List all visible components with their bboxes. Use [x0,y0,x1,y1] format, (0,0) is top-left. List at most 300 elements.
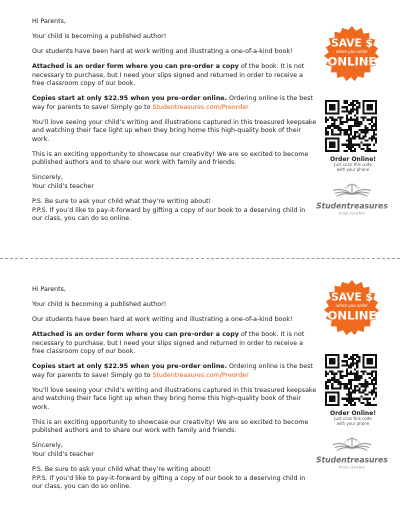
qr-module [327,125,329,127]
qr-module [369,391,371,393]
qr-module [367,383,369,385]
qr-module [325,358,327,360]
qr-module [373,387,375,389]
qr-module [375,391,377,393]
paragraph-1: Our students have been hard at work writing and illustrating a one-of-a-kind book! [32,47,293,55]
qr-module [362,102,364,104]
qr-module [346,369,348,371]
qr-module [327,100,329,102]
badge-online-text: ONLINE [327,54,377,69]
qr-module [325,383,327,385]
qr-module [375,356,377,358]
qr-module [367,400,369,402]
qr-module [346,129,348,131]
qr-module [337,129,339,131]
qr-module [333,142,335,144]
qr-module [367,148,369,150]
qr-module [342,375,344,377]
qr-module [329,400,331,402]
preorder-link[interactable]: Studentreasures.com/Preorder [152,103,249,111]
qr-module [337,142,339,144]
qr-module [331,125,333,127]
save-online-badge-icon [323,279,381,337]
qr-module [325,110,327,112]
qr-module [350,108,352,110]
qr-module [367,402,369,404]
qr-module [365,127,367,129]
qr-module [367,108,369,110]
qr-module [362,354,364,356]
qr-module [367,140,369,142]
qr-module [342,377,344,379]
qr-module [346,117,348,119]
qr-module [331,400,333,402]
qr-module [344,398,346,400]
qr-module [375,117,377,119]
qr-module [350,137,352,139]
qr-module [331,371,333,373]
qr-module [356,373,358,375]
qr-module [337,364,339,366]
qr-module [350,366,352,368]
qr-module [348,394,350,396]
qr-module [356,375,358,377]
badge-when-text: when you order [336,49,368,55]
qr-module [365,117,367,119]
paragraph-5: This is an exciting opportunity to showcase our creativity! We are so excited to become published authors and to share our work with family and friends. [32,150,309,167]
studentreasures-logo-icon [316,181,388,223]
qr-module [373,379,375,381]
qr-module [375,377,377,379]
qr-module [329,398,331,400]
qr-module [362,383,364,385]
qr-module [346,404,348,406]
qr-module [350,117,352,119]
qr-module [375,142,377,144]
qr-module [344,100,346,102]
qr-module [337,112,339,114]
qr-module [335,373,337,375]
qr-module [346,115,348,117]
qr-module [333,375,335,377]
qr-module [371,354,373,356]
qr-module [337,371,339,373]
qr-module [329,144,331,146]
qr-module [325,385,327,387]
qr-module [358,104,360,106]
qr-module [373,398,375,400]
qr-module [325,400,327,402]
qr-module [352,150,354,152]
order-online-subtitle: Just scan this code with your phone [334,416,372,426]
qr-module [373,137,375,139]
qr-module [348,373,350,375]
letter-top [0,0,400,250]
qr-module [350,404,352,406]
qr-module [360,123,362,125]
qr-module [354,375,356,377]
qr-module [342,117,344,119]
qr-module [352,391,354,393]
qr-module [340,387,342,389]
qr-module [354,354,356,356]
qr-module [325,373,327,375]
qr-module [331,100,333,102]
qr-module [365,133,367,135]
qr-module [375,102,377,104]
qr-module [375,396,377,398]
qr-module [331,144,333,146]
qr-module [356,366,358,368]
qr-module [331,404,333,406]
qr-module [373,404,375,406]
qr-module [375,354,377,356]
qr-module [362,373,364,375]
qr-module [335,125,337,127]
qr-module [373,389,375,391]
qr-module [337,396,339,398]
qr-code-icon[interactable] [325,354,377,406]
qr-module [362,131,364,133]
qr-module [350,373,352,375]
qr-module [356,360,358,362]
qr-module [369,402,371,404]
qr-module [329,150,331,152]
qr-module [362,389,364,391]
logo-wordmark: Studentreasures [316,201,388,211]
qr-module [329,104,331,106]
qr-module [375,106,377,108]
qr-module [352,119,354,121]
qr-module [365,389,367,391]
logo-book-pages [333,438,371,450]
qr-module [337,137,339,139]
qr-module [337,383,339,385]
qr-module [340,133,342,135]
qr-module [337,387,339,389]
qr-module [365,381,367,383]
qr-module [369,377,371,379]
qr-module [350,400,352,402]
paragraph-3: Copies start at only $22.95 when you pre-order online. Ordering online is the best way for parents to save! Simply go to Studentreasures.com/Preorder [32,95,313,111]
qr-module [344,133,346,135]
qr-module [362,110,364,112]
qr-module [375,387,377,389]
qr-module [367,366,369,368]
qr-module [337,108,339,110]
qr-module [375,379,377,381]
qr-module [348,112,350,114]
qr-module [327,404,329,406]
greeting: Hi Parents, [32,286,66,293]
qr-module [331,383,333,385]
qr-module [348,146,350,148]
qr-module [329,142,331,144]
qr-module [373,133,375,135]
qr-module [337,148,339,150]
qr-module [331,366,333,368]
qr-module [325,354,327,356]
qr-module [346,150,348,152]
qr-module [348,402,350,404]
qr-module [369,144,371,146]
qr-module [350,371,352,373]
qr-module [340,117,342,119]
qr-module [362,106,364,108]
qr-module [354,125,356,127]
qr-module [352,125,354,127]
qr-module [333,358,335,360]
qr-module [342,364,344,366]
qr-module [367,150,369,152]
qr-module [371,140,373,142]
qr-module [369,398,371,400]
qr-module [340,131,342,133]
qr-module [327,119,329,121]
qr-module [354,150,356,152]
qr-module [337,362,339,364]
qr-module [327,112,329,114]
letter-body [32,18,317,230]
qr-module [331,146,333,148]
paragraph-3: Copies start at only $22.95 when you pre-order online. Ordering online is the best way for parents to save! Simply go to Studentreasures.com/Preorder [32,363,313,379]
qr-module [340,119,342,121]
qr-module [327,379,329,381]
qr-module [356,100,358,102]
qr-module [356,379,358,381]
studentreasures-logo-icon [316,435,388,477]
badge-when-text: when you order [336,303,368,309]
letter-body [32,286,317,498]
qr-module [329,106,331,108]
qr-module [371,362,373,364]
qr-module [371,100,373,102]
qr-module [329,381,331,383]
qr-module [329,371,331,373]
qr-module [371,404,373,406]
qr-module [362,356,364,358]
qr-module [346,119,348,121]
qr-module [327,354,329,356]
qr-module [340,381,342,383]
qr-module [333,366,335,368]
qr-module [346,131,348,133]
qr-code-icon[interactable] [325,100,377,152]
qr-module [335,366,337,368]
qr-module [354,398,356,400]
qr-module [329,112,331,114]
qr-module [373,135,375,137]
qr-module [360,129,362,131]
qr-module [344,144,346,146]
qr-module [371,389,373,391]
qr-module [367,144,369,146]
qr-module [325,402,327,404]
qr-module [350,396,352,398]
qr-module [333,150,335,152]
qr-module [325,100,327,102]
qr-module [360,391,362,393]
qr-module [369,150,371,152]
qr-module [371,360,373,362]
qr-module [346,371,348,373]
qr-module [348,137,350,139]
qr-module [360,142,362,144]
qr-module [352,102,354,104]
paragraph-5: This is an exciting opportunity to showcase our creativity! We are so excited to become published authors and to share our work with family and friends. [32,418,309,435]
qr-module [352,137,354,139]
paragraph-2: Attached is an order form where you can pre-order a copy of the book. It is not necessary to purchase, but I need your slips signed and returned in order to receive a free classroom copy of our book. [32,62,305,88]
qr-module [360,148,362,150]
qr-module [352,104,354,106]
qr-module [356,121,358,123]
qr-module [325,127,327,129]
qr-module [342,121,344,123]
qr-module [362,100,364,102]
qr-module [342,371,344,373]
qr-module [375,110,377,112]
qr-module [344,375,346,377]
qr-module [369,108,371,110]
qr-module [352,108,354,110]
qr-module [333,119,335,121]
qr-module [329,146,331,148]
qr-module [348,127,350,129]
qr-module [327,127,329,129]
qr-module [352,404,354,406]
qr-module [352,398,354,400]
qr-module [342,110,344,112]
qr-module [354,148,356,150]
qr-module [350,150,352,152]
qr-module [335,137,337,139]
qr-module [333,100,335,102]
qr-module [367,146,369,148]
qr-module [365,398,367,400]
qr-module [356,389,358,391]
qr-module [367,394,369,396]
qr-module [369,104,371,106]
qr-module [327,381,329,383]
qr-module [337,106,339,108]
qr-module [331,362,333,364]
qr-module [333,391,335,393]
qr-module [331,112,333,114]
qr-module [356,106,358,108]
qr-module [344,383,346,385]
qr-module [369,112,371,114]
qr-module [335,112,337,114]
qr-module [350,391,352,393]
qr-module [350,131,352,133]
qr-module [344,129,346,131]
qr-module [354,385,356,387]
qr-module [337,100,339,102]
qr-module [327,131,329,133]
qr-module [369,362,371,364]
qr-module [369,100,371,102]
qr-module [331,117,333,119]
qr-module [354,362,356,364]
qr-module [335,133,337,135]
post-postscript: P.P.S. If you’d like to pay-it-forward by gifting a copy of our book to a deserving child in our class, you can do so online. [32,474,306,491]
qr-module [371,108,373,110]
qr-module [333,400,335,402]
qr-module [333,125,335,127]
qr-module [340,129,342,131]
qr-module [354,377,356,379]
qr-module [337,110,339,112]
qr-module [346,133,348,135]
qr-module [348,110,350,112]
qr-module [358,133,360,135]
qr-module [354,121,356,123]
qr-module [356,398,358,400]
order-online-title: Order Online! [329,156,377,163]
qr-module [373,131,375,133]
qr-module [373,371,375,373]
qr-module [354,108,356,110]
qr-module [348,129,350,131]
qr-module [329,125,331,127]
qr-module [360,131,362,133]
qr-module [350,146,352,148]
qr-module [369,404,371,406]
qr-module [325,129,327,131]
qr-module [373,144,375,146]
qr-module [333,112,335,114]
qr-module [348,366,350,368]
qr-module [365,394,367,396]
qr-module [365,383,367,385]
qr-module [327,387,329,389]
qr-module [356,362,358,364]
qr-module [335,381,337,383]
qr-module [375,150,377,152]
qr-module [325,356,327,358]
qr-module [375,140,377,142]
qr-module [367,373,369,375]
qr-module [356,119,358,121]
qr-module [365,387,367,389]
qr-module [373,391,375,393]
qr-module [360,121,362,123]
qr-module [342,398,344,400]
qr-module [348,381,350,383]
qr-module [352,356,354,358]
qr-module [346,398,348,400]
qr-module [354,369,356,371]
qr-module [348,387,350,389]
qr-module [335,379,337,381]
qr-module [352,379,354,381]
qr-module [327,137,329,139]
qr-module [356,144,358,146]
qr-module [325,119,327,121]
qr-module [329,137,331,139]
preorder-link[interactable]: Studentreasures.com/Preorder [152,371,249,379]
qr-module [365,100,367,102]
qr-module [371,121,373,123]
qr-module [333,404,335,406]
qr-module [331,398,333,400]
qr-module [325,381,327,383]
qr-module [375,394,377,396]
qr-module [360,377,362,379]
qr-module [375,381,377,383]
qr-module [348,389,350,391]
qr-module [375,373,377,375]
